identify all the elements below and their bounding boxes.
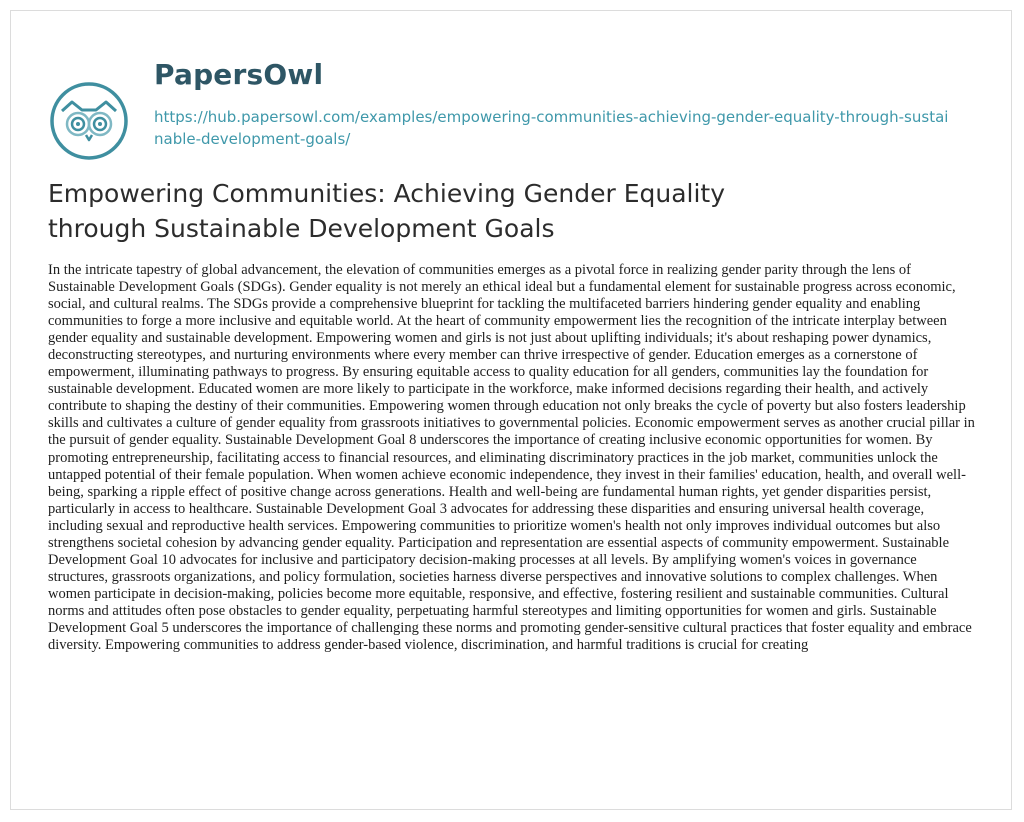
document-body: In the intricate tapestry of global advancement, the elevation of communities emerges as a pivotal force in realizing gender parity through the lens of Sustainable Development Goals (SDGs). Gender equality is not merely an ethical ideal but a fundamental element for sustainable progress across economic, social, and cultural realms. The SDGs provide a comprehensive blueprint for tackling the multifaceted barriers hindering gender equality and enabling communities to forge a more inclusive and equitable world. At the heart of community empowerment lies the recognition of the intricate interplay between gender equality and sustainable development. Empowering women and girls is not just about uplifting individuals; it's about reshaping power dynamics, deconstructing stereotypes, and nurturing environments where every member can thrive irrespective of gender. Education emerges as a cornerstone of empowerment, illuminating pathways to progress. By ensuring equitable access to quality education for all genders, communities lay the foundation for sustainable development. Educated women are more likely to participate in the workforce, make informed decisions regarding their health, and actively contribute to shaping the destiny of their communities. Empowering women through education not only breaks the cycle of poverty but also fosters leadership skills and cultivates a culture of gender equality from grassroots initiatives to governmental policies. Economic empowerment serves as another crucial pillar in the pursuit of gender equality. Sustainable Development Goal 8 underscores the importance of creating inclusive economic opportunities for women. By promoting entrepreneurship, facilitating access to financial resources, and eliminating discriminatory practices in the job market, communities unlock the untapped potential of their female population. When women achieve economic independence, they invest in their families' education, health, and overall well-being, sparking a ripple effect of positive change across generations. Health and well-being are fundamental human rights, yet gender disparities persist, particularly in access to healthcare. Sustainable Development Goal 3 advocates for addressing these disparities and ensuring universal health coverage, including sexual and reproductive health services. Empowering communities to prioritize women's health not only improves individual outcomes but also strengthens societal cohesion by advancing gender equality. Participation and representation are essential aspects of community empowerment. Sustainable Development Goal 10 advocates for inclusive and participatory decision-making processes at all levels. By amplifying women's voices in governance structures, grassroots organizations, and policy formulation, societies harness diverse perspectives and innovative solutions to complex challenges. When women participate in decision-making, policies become more equitable, responsive, and effective, fostering resilient and sustainable communities. Cultural norms and attitudes often pose obstacles to gender equality, perpetuating harmful stereotypes and limiting opportunities for women and girls. Sustainable Development Goal 5 underscores the importance of challenging these norms and promoting gender-sensitive cultural practices that foster equality and embrace diversity. Empowering communities to address gender-based violence, discrimination, and harmful traditions is crucial for creating <box>48 262 975 654</box>
owl-logo-icon[interactable] <box>48 80 130 162</box>
brand-name[interactable]: PapersOwl <box>154 58 324 91</box>
document-title: Empowering Communities: Achieving Gender Equality through Sustainable Development Goals <box>48 179 726 243</box>
page-header <box>36 30 976 160</box>
source-url-link[interactable]: https://hub.papersowl.com/examples/empowering-communities-achieving-gender-equality-through-sustainable-development-goals/ <box>154 108 949 148</box>
